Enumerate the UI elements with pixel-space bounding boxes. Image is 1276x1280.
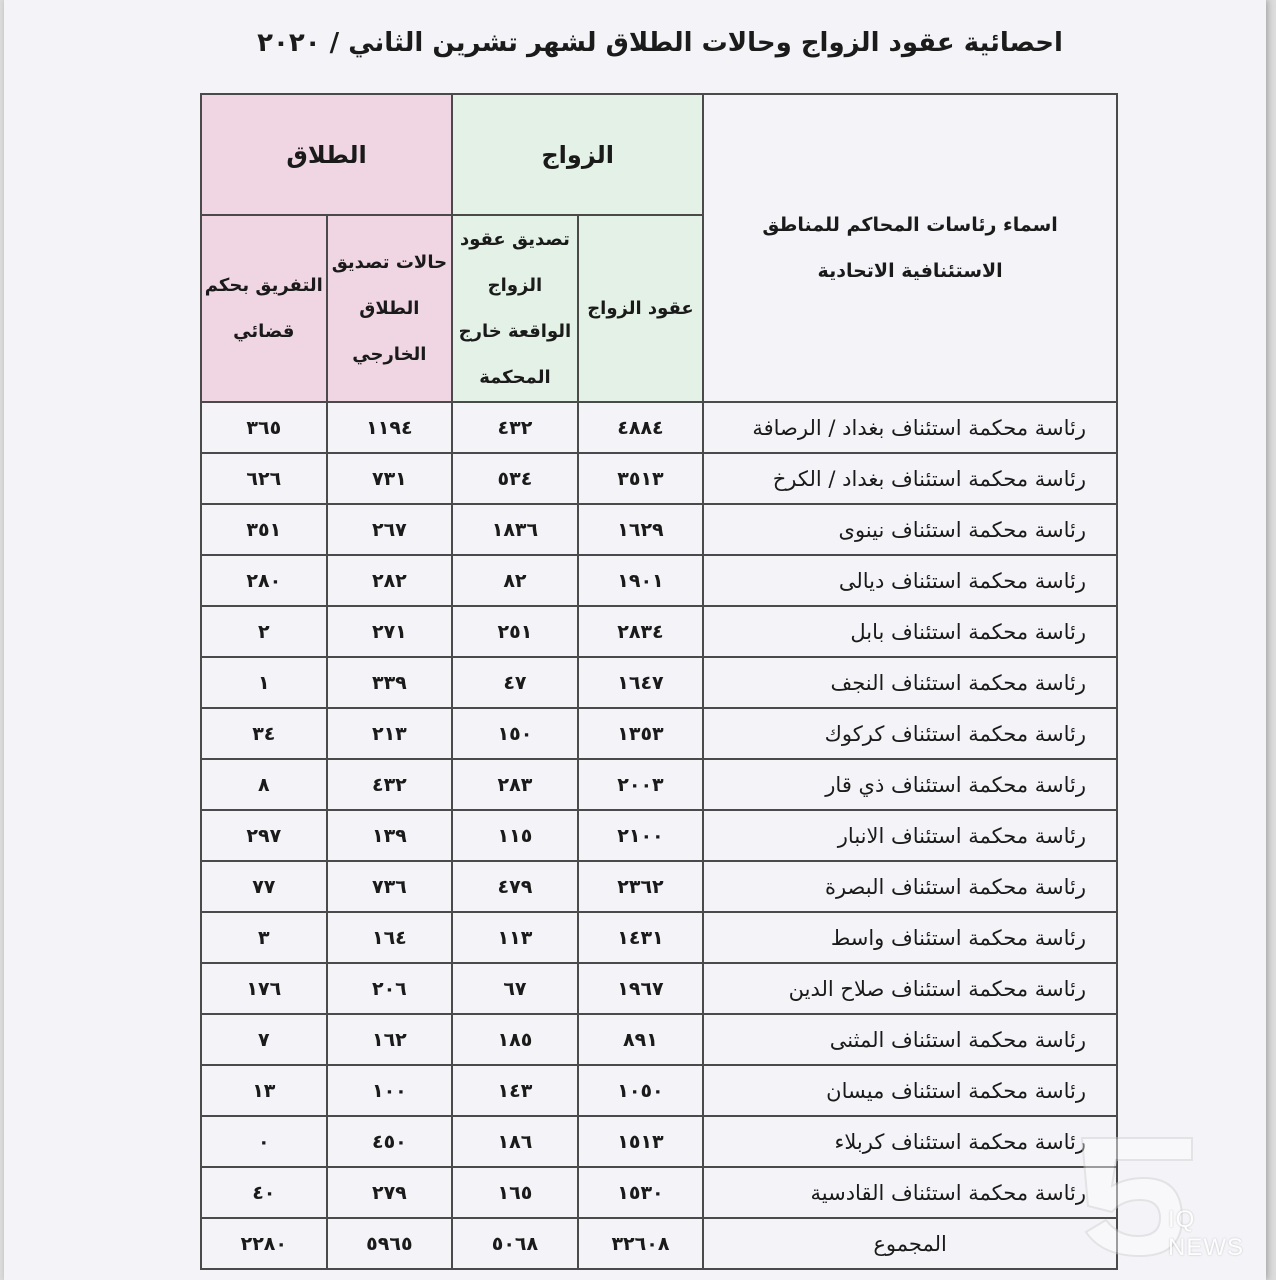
external-divorce-cell: ٣٣٩	[327, 657, 453, 708]
header-court-names: اسماء رئاسات المحاكم للمناطق الاستئنافية الاتحادية	[703, 94, 1117, 402]
external-divorce-cell: ٤٥٠	[327, 1116, 453, 1167]
judicial-separation-cell: ٠	[201, 1116, 327, 1167]
marriage-outside-court-cell: ١٨٦	[452, 1116, 578, 1167]
table-row	[201, 759, 1117, 810]
watermark-text: IQ NEWS	[1168, 1206, 1244, 1261]
marriage-outside-court-cell: ١٤٣	[452, 1065, 578, 1116]
table-row	[201, 1116, 1117, 1167]
table-row	[201, 810, 1117, 861]
table-row	[201, 708, 1117, 759]
total-marriage-outside-court: ٥٠٦٨	[452, 1218, 578, 1269]
table-body	[201, 402, 1117, 1269]
judicial-separation-cell: ٢	[201, 606, 327, 657]
total-label: المجموع	[703, 1218, 1117, 1269]
marriage-outside-court-cell: ١٨٣٦	[452, 504, 578, 555]
court-name-cell: رئاسة محكمة استئناف النجف	[703, 657, 1117, 708]
table-row	[201, 453, 1117, 504]
total-marriage-contracts: ٣٢٦٠٨	[578, 1218, 704, 1269]
marriage-contracts-cell: ٤٨٨٤	[578, 402, 704, 453]
header-divorce-group: الطلاق	[201, 94, 452, 215]
external-divorce-cell: ٢٨٢	[327, 555, 453, 606]
external-divorce-cell: ١٦٢	[327, 1014, 453, 1065]
marriage-contracts-cell: ١٩٦٧	[578, 963, 704, 1014]
table-row	[201, 861, 1117, 912]
marriage-contracts-cell: ١٥١٣	[578, 1116, 704, 1167]
table-row	[201, 606, 1117, 657]
header-marriage-contracts: عقود الزواج	[578, 215, 704, 402]
marriage-contracts-cell: ٢٨٣٤	[578, 606, 704, 657]
total-judicial-separation: ٢٢٨٠	[201, 1218, 327, 1269]
table-row	[201, 1014, 1117, 1065]
marriage-outside-court-cell: ١٨٥	[452, 1014, 578, 1065]
table-row	[201, 963, 1117, 1014]
external-divorce-cell: ٢٦٧	[327, 504, 453, 555]
marriage-outside-court-cell: ٨٢	[452, 555, 578, 606]
judicial-separation-cell: ٨	[201, 759, 327, 810]
external-divorce-cell: ١٣٩	[327, 810, 453, 861]
court-name-cell: رئاسة محكمة استئناف الانبار	[703, 810, 1117, 861]
external-divorce-cell: ١٦٤	[327, 912, 453, 963]
marriage-contracts-cell: ١٥٣٠	[578, 1167, 704, 1218]
marriage-outside-court-cell: ٤٣٢	[452, 402, 578, 453]
judicial-separation-cell: ١٧٦	[201, 963, 327, 1014]
judicial-separation-cell: ٢٩٧	[201, 810, 327, 861]
court-name-cell: رئاسة محكمة استئناف القادسية	[703, 1167, 1117, 1218]
judicial-separation-cell: ٣٤	[201, 708, 327, 759]
header-marriage-outside-court: تصديق عقود الزواج الواقعة خارج المحكمة	[452, 215, 578, 402]
marriage-contracts-cell: ٢٣٦٢	[578, 861, 704, 912]
header-judicial-separation: التفريق بحكم قضائي	[201, 215, 327, 402]
table-row	[201, 1167, 1117, 1218]
table-row	[201, 657, 1117, 708]
marriage-contracts-cell: ١٣٥٣	[578, 708, 704, 759]
header-marriage-group: الزواج	[452, 94, 703, 215]
total-external-divorce: ٥٩٦٥	[327, 1218, 453, 1269]
statistics-table	[200, 93, 1118, 1270]
external-divorce-cell: ٢٠٦	[327, 963, 453, 1014]
court-name-cell: رئاسة محكمة استئناف بغداد / الرصافة	[703, 402, 1117, 453]
document-title: احصائية عقود الزواج وحالات الطلاق لشهر تشرين الثاني / ٢٠٢٠	[257, 28, 1063, 58]
marriage-contracts-cell: ٢١٠٠	[578, 810, 704, 861]
marriage-contracts-cell: ١٩٠١	[578, 555, 704, 606]
external-divorce-cell: ٢١٣	[327, 708, 453, 759]
table-row	[201, 1065, 1117, 1116]
marriage-contracts-cell: ١٦٢٩	[578, 504, 704, 555]
document-sheet	[4, 0, 1266, 1280]
table-row	[201, 912, 1117, 963]
external-divorce-cell: ١١٩٤	[327, 402, 453, 453]
judicial-separation-cell: ٦٢٦	[201, 453, 327, 504]
court-name-cell: رئاسة محكمة استئناف البصرة	[703, 861, 1117, 912]
court-name-cell: رئاسة محكمة استئناف ديالى	[703, 555, 1117, 606]
marriage-contracts-cell: ٢٠٠٣	[578, 759, 704, 810]
judicial-separation-cell: ٧٧	[201, 861, 327, 912]
marriage-outside-court-cell: ٥٣٤	[452, 453, 578, 504]
marriage-outside-court-cell: ٢٨٣	[452, 759, 578, 810]
marriage-outside-court-cell: ١١٥	[452, 810, 578, 861]
court-name-cell: رئاسة محكمة استئناف صلاح الدين	[703, 963, 1117, 1014]
external-divorce-cell: ٤٣٢	[327, 759, 453, 810]
external-divorce-cell: ٢٧٩	[327, 1167, 453, 1218]
table-row	[201, 504, 1117, 555]
court-name-cell: رئاسة محكمة استئناف المثنى	[703, 1014, 1117, 1065]
total-row	[201, 1218, 1117, 1269]
external-divorce-cell: ٢٧١	[327, 606, 453, 657]
marriage-outside-court-cell: ٢٥١	[452, 606, 578, 657]
marriage-outside-court-cell: ١١٣	[452, 912, 578, 963]
court-name-cell: رئاسة محكمة استئناف نينوى	[703, 504, 1117, 555]
marriage-contracts-cell: ٣٥١٣	[578, 453, 704, 504]
court-name-cell: رئاسة محكمة استئناف كربلاء	[703, 1116, 1117, 1167]
marriage-outside-court-cell: ١٦٥	[452, 1167, 578, 1218]
marriage-contracts-cell: ٨٩١	[578, 1014, 704, 1065]
marriage-contracts-cell: ١٦٤٧	[578, 657, 704, 708]
court-name-cell: رئاسة محكمة استئناف كركوك	[703, 708, 1117, 759]
marriage-contracts-cell: ١٤٣١	[578, 912, 704, 963]
court-name-cell: رئاسة محكمة استئناف ذي قار	[703, 759, 1117, 810]
court-name-cell: رئاسة محكمة استئناف ميسان	[703, 1065, 1117, 1116]
table-row	[201, 402, 1117, 453]
external-divorce-cell: ٧٣٦	[327, 861, 453, 912]
header-external-divorce: حالات تصديق الطلاق الخارجي	[327, 215, 453, 402]
court-name-cell: رئاسة محكمة استئناف واسط	[703, 912, 1117, 963]
judicial-separation-cell: ٣٥١	[201, 504, 327, 555]
judicial-separation-cell: ٧	[201, 1014, 327, 1065]
court-name-cell: رئاسة محكمة استئناف بغداد / الكرخ	[703, 453, 1117, 504]
marriage-contracts-cell: ١٠٥٠	[578, 1065, 704, 1116]
judicial-separation-cell: ١٣	[201, 1065, 327, 1116]
judicial-separation-cell: ٣	[201, 912, 327, 963]
marriage-outside-court-cell: ١٥٠	[452, 708, 578, 759]
judicial-separation-cell: ٤٠	[201, 1167, 327, 1218]
court-name-cell: رئاسة محكمة استئناف بابل	[703, 606, 1117, 657]
table-row	[201, 555, 1117, 606]
judicial-separation-cell: ٢٨٠	[201, 555, 327, 606]
judicial-separation-cell: ١	[201, 657, 327, 708]
external-divorce-cell: ٧٣١	[327, 453, 453, 504]
external-divorce-cell: ١٠٠	[327, 1065, 453, 1116]
marriage-outside-court-cell: ٦٧	[452, 963, 578, 1014]
judicial-separation-cell: ٣٦٥	[201, 402, 327, 453]
marriage-outside-court-cell: ٤٧٩	[452, 861, 578, 912]
marriage-outside-court-cell: ٤٧	[452, 657, 578, 708]
